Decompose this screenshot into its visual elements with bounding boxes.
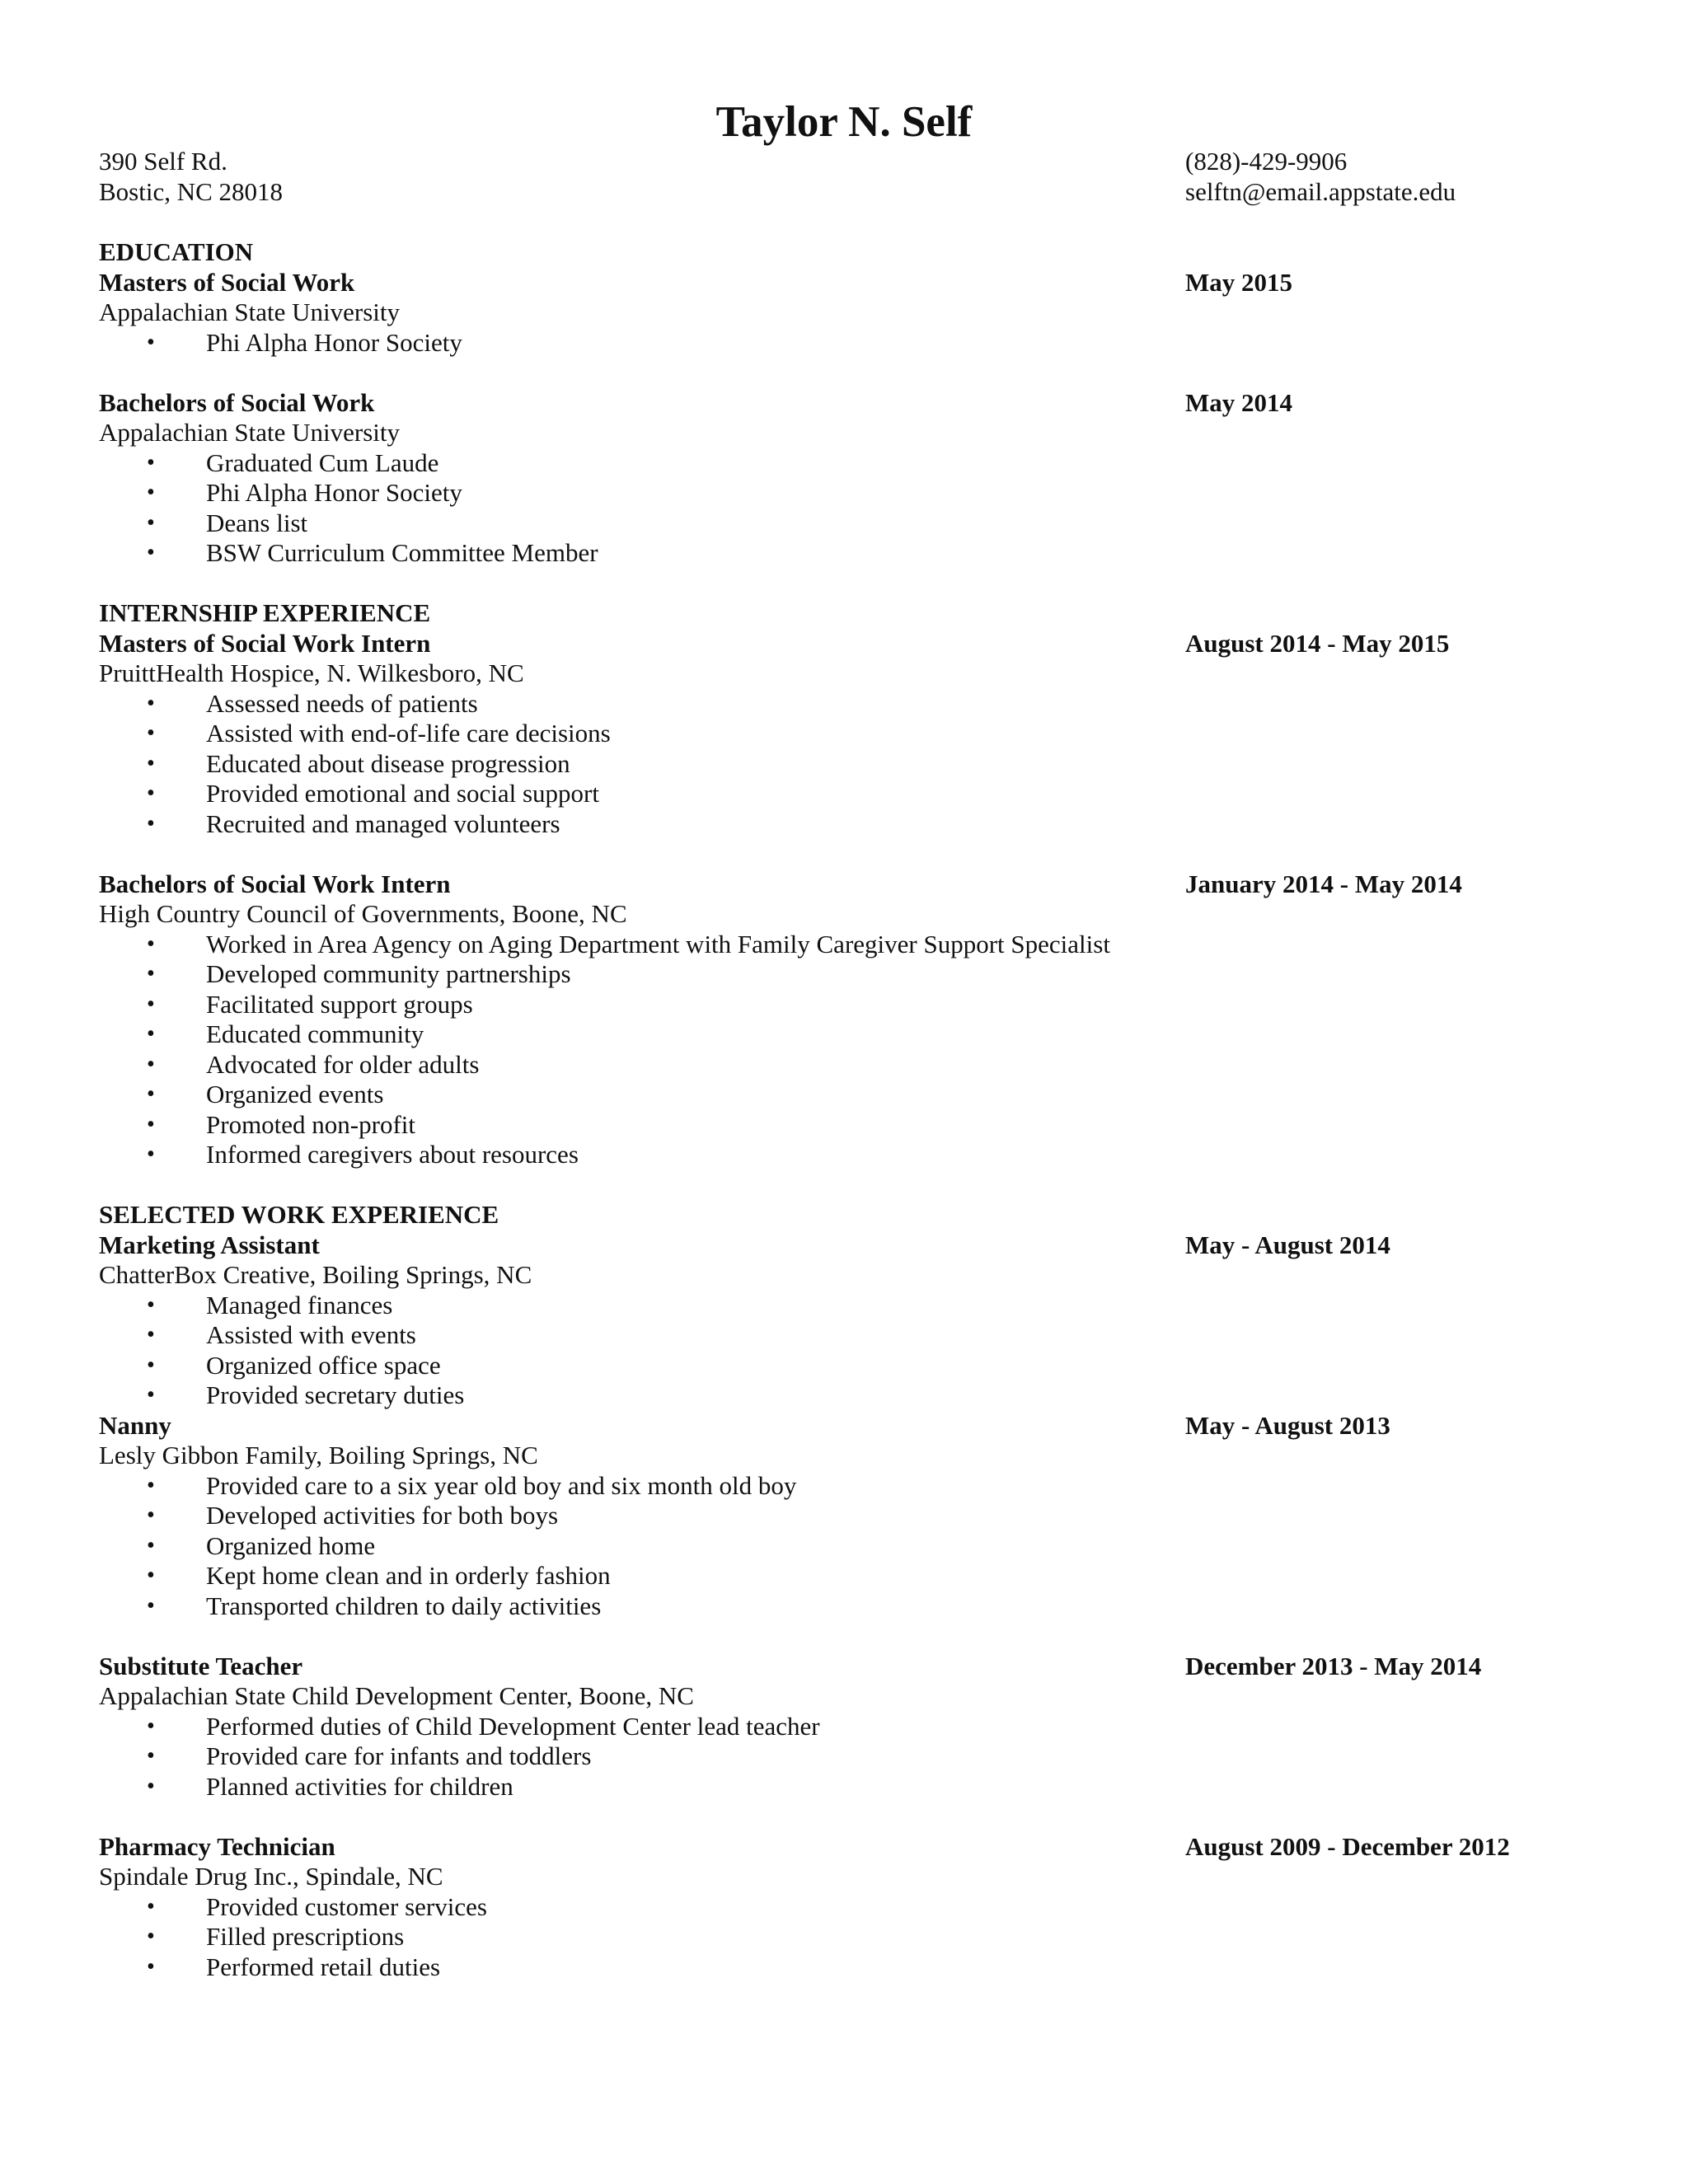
bullet-list: [99, 1291, 1607, 1411]
spacer: [99, 569, 1607, 599]
entry-org-row: [99, 1441, 1607, 1471]
bullet-text: Assessed needs of patients: [206, 688, 478, 718]
entry-title-row: [99, 869, 1607, 900]
entry-title-row: [99, 388, 1607, 419]
bullet-text: Provided secretary duties: [206, 1380, 465, 1409]
bullet-item: [99, 1712, 1607, 1742]
bullet-icon: •: [147, 1021, 155, 1047]
bullet-icon: •: [147, 1592, 155, 1619]
bullet-text: Provided care to a six year old boy and six month old boy: [206, 1470, 797, 1500]
bullet-text: Organized office space: [206, 1350, 441, 1380]
bullet-item: [99, 779, 1607, 809]
bullet-text: Provided care for infants and toddlers: [206, 1741, 592, 1770]
bullet-text: Planned activities for children: [206, 1771, 513, 1801]
contact-header: [99, 147, 1607, 207]
bullet-text: Assisted with events: [206, 1320, 416, 1349]
bullet-item: [99, 328, 1607, 359]
resume-entry: [99, 1652, 1607, 1802]
bullet-list: [99, 448, 1607, 569]
resume-entry: [99, 1230, 1607, 1411]
bullet-item: [99, 1501, 1607, 1531]
bullet-text: Phi Alpha Honor Society: [206, 478, 462, 507]
bullet-text: Recruited and managed volunteers: [206, 808, 560, 838]
bullet-icon: •: [147, 1502, 155, 1528]
section-heading-row: [99, 1200, 1607, 1230]
bullet-item: [99, 1561, 1607, 1591]
bullet-icon: •: [147, 1141, 155, 1167]
section-work: [99, 1200, 1607, 1982]
resume-entry: [99, 629, 1607, 840]
entry-org-row: [99, 1260, 1607, 1291]
bullet-icon: •: [147, 961, 155, 987]
section-heading: INTERNSHIP EXPERIENCE: [99, 598, 431, 627]
bullet-text: Provided emotional and social support: [206, 779, 599, 808]
bullet-text: Assisted with end-of-life care decisions: [206, 719, 611, 748]
bullet-icon: •: [147, 1081, 155, 1107]
entry-date: August 2009 - December 2012: [1185, 1831, 1510, 1861]
bullet-text: Managed finances: [206, 1290, 393, 1319]
bullet-text: Organized events: [206, 1080, 384, 1108]
bullet-item: [99, 1952, 1607, 1983]
resume-entry: [99, 388, 1607, 569]
bullet-item: [99, 1591, 1607, 1622]
bullet-icon: •: [147, 480, 155, 505]
bullet-item: [99, 959, 1607, 990]
entry-title: Substitute Teacher: [99, 1651, 303, 1680]
bullet-icon: •: [147, 1713, 155, 1739]
bullet-text: BSW Curriculum Committee Member: [206, 538, 598, 567]
bullet-icon: •: [147, 780, 155, 806]
entry-date: May 2014: [1185, 387, 1293, 417]
bullet-item: [99, 1110, 1607, 1141]
bullet-icon: •: [147, 1382, 155, 1408]
entry-title-row: [99, 1230, 1607, 1261]
bullet-icon: •: [147, 540, 155, 565]
bullet-item: [99, 990, 1607, 1020]
entry-org-row: [99, 658, 1607, 689]
bullet-list: [99, 1892, 1607, 1983]
bullet-item: [99, 538, 1607, 569]
entry-organization: PruittHealth Hospice, N. Wilkesboro, NC: [99, 658, 524, 687]
bullet-list: [99, 328, 1607, 359]
bullet-text: Educated about disease progression: [206, 748, 570, 778]
entry-title-row: [99, 1832, 1607, 1863]
bullet-icon: •: [147, 1532, 155, 1558]
bullet-text: Advocated for older adults: [206, 1049, 480, 1079]
bullet-icon: •: [147, 1051, 155, 1077]
bullet-item: [99, 1351, 1607, 1381]
entry-date: May - August 2014: [1185, 1230, 1390, 1259]
spacer: [99, 839, 1607, 869]
entry-title: Masters of Social Work Intern: [99, 628, 431, 658]
entry-title: Masters of Social Work: [99, 267, 355, 297]
email-address: selftn@email.appstate.edu: [1185, 176, 1456, 206]
bullet-text: Filled prescriptions: [206, 1922, 405, 1951]
bullet-icon: •: [147, 1563, 155, 1588]
entry-org-row: [99, 899, 1607, 930]
bullet-item: [99, 719, 1607, 749]
entry-org-row: [99, 1862, 1607, 1892]
bullet-list: [99, 689, 1607, 840]
resume-name: Taylor N. Self: [715, 98, 973, 146]
entry-title: Bachelors of Social Work Intern: [99, 869, 451, 898]
bullet-icon: •: [147, 720, 155, 746]
entry-organization: Spindale Drug Inc., Spindale, NC: [99, 1862, 443, 1891]
bullet-icon: •: [147, 991, 155, 1017]
entry-organization: Appalachian State University: [99, 418, 401, 447]
bullet-item: [99, 1291, 1607, 1321]
bullet-icon: •: [147, 449, 155, 476]
bullet-item: [99, 809, 1607, 840]
bullet-icon: •: [147, 810, 155, 837]
bullet-item: [99, 1922, 1607, 1952]
bullet-icon: •: [147, 329, 155, 355]
bullet-item: [99, 749, 1607, 780]
bullet-item: [99, 509, 1607, 539]
resume-entry: [99, 869, 1607, 1170]
section-education: [99, 237, 1607, 598]
address-line-1: 390 Self Rd.: [99, 147, 227, 176]
entry-title-row: [99, 629, 1607, 659]
bullet-item: [99, 1772, 1607, 1802]
entry-title-row: [99, 1652, 1607, 1682]
resume-entry: [99, 268, 1607, 359]
bullet-item: [99, 689, 1607, 719]
bullet-text: Facilitated support groups: [206, 989, 473, 1019]
entry-organization: Appalachian State University: [99, 298, 401, 326]
bullet-icon: •: [147, 509, 155, 536]
bullet-icon: •: [147, 1322, 155, 1347]
spacer: [99, 1170, 1607, 1201]
bullet-text: Provided customer services: [206, 1891, 487, 1921]
entry-title: Nanny: [99, 1410, 171, 1440]
entry-date: August 2014 - May 2015: [1185, 628, 1450, 658]
bullet-item: [99, 1471, 1607, 1502]
section-internship: [99, 598, 1607, 1200]
bullet-item: [99, 1741, 1607, 1772]
bullet-icon: •: [147, 1773, 155, 1799]
bullet-text: Phi Alpha Honor Society: [206, 327, 462, 357]
bullet-list: [99, 930, 1607, 1170]
entry-title: Bachelors of Social Work: [99, 387, 375, 417]
entry-organization: Appalachian State Child Development Center, Boone, NC: [99, 1681, 694, 1710]
bullet-text: Educated community: [206, 1019, 424, 1048]
entry-org-row: [99, 418, 1607, 448]
entry-date: May - August 2013: [1185, 1410, 1390, 1440]
entry-organization: High Country Council of Governments, Boone, NC: [99, 899, 627, 928]
bullet-icon: •: [147, 1924, 155, 1949]
section-heading: EDUCATION: [99, 237, 254, 266]
bullet-item: [99, 1320, 1607, 1351]
phone-number: (828)-429-9906: [1185, 147, 1348, 176]
entry-date: January 2014 - May 2014: [1185, 869, 1462, 898]
section-heading-row: [99, 237, 1607, 268]
spacer: [99, 1802, 1607, 1832]
bullet-icon: •: [147, 930, 155, 957]
bullet-item: [99, 1531, 1607, 1562]
resume-entry: [99, 1832, 1607, 1983]
bullet-item: [99, 1019, 1607, 1050]
bullet-icon: •: [147, 1352, 155, 1378]
bullet-text: Organized home: [206, 1530, 376, 1560]
bullet-text: Graduated Cum Laude: [206, 448, 439, 477]
bullet-text: Promoted non-profit: [206, 1109, 415, 1139]
bullet-text: Developed community partnerships: [206, 959, 571, 988]
bullet-item: [99, 1892, 1607, 1923]
bullet-item: [99, 1050, 1607, 1080]
bullet-icon: •: [147, 1472, 155, 1498]
resume-body: [99, 237, 1607, 1982]
entry-org-row: [99, 1681, 1607, 1712]
bullet-text: Developed activities for both boys: [206, 1501, 559, 1530]
bullet-item: [99, 1080, 1607, 1110]
entry-organization: Lesly Gibbon Family, Boiling Springs, NC: [99, 1441, 538, 1469]
bullet-list: [99, 1712, 1607, 1802]
bullet-text: Deans list: [206, 508, 308, 537]
bullet-item: [99, 1140, 1607, 1170]
bullet-text: Informed caregivers about resources: [206, 1140, 579, 1169]
entry-organization: ChatterBox Creative, Boiling Springs, NC: [99, 1260, 532, 1289]
bullet-item: [99, 930, 1607, 960]
bullet-text: Kept home clean and in orderly fashion: [206, 1561, 611, 1590]
entry-date: December 2013 - May 2014: [1185, 1651, 1482, 1680]
section-heading-row: [99, 598, 1607, 629]
bullet-icon: •: [147, 1893, 155, 1919]
bullet-icon: •: [147, 750, 155, 776]
bullet-text: Performed retail duties: [206, 1952, 441, 1981]
bullet-item: [99, 1380, 1607, 1411]
bullet-list: [99, 1471, 1607, 1622]
bullet-icon: •: [147, 1743, 155, 1769]
bullet-icon: •: [147, 1111, 155, 1137]
bullet-text: Worked in Area Agency on Aging Department with Family Caregiver Support Specialist: [206, 929, 1110, 958]
entry-title-row: [99, 268, 1607, 298]
entry-title-row: [99, 1411, 1607, 1441]
bullet-icon: •: [147, 1291, 155, 1318]
bullet-item: [99, 448, 1607, 479]
entry-date: May 2015: [1185, 267, 1293, 297]
bullet-icon: •: [147, 690, 155, 716]
entry-title: Pharmacy Technician: [99, 1831, 335, 1861]
entry-org-row: [99, 298, 1607, 328]
address-line-2: Bostic, NC 28018: [99, 176, 284, 206]
bullet-text: Performed duties of Child Development Center lead teacher: [206, 1711, 820, 1741]
spacer: [99, 358, 1607, 388]
spacer: [99, 1621, 1607, 1652]
section-heading: SELECTED WORK EXPERIENCE: [99, 1200, 499, 1229]
entry-title: Marketing Assistant: [99, 1230, 320, 1259]
bullet-icon: •: [147, 1953, 155, 1980]
bullet-item: [99, 478, 1607, 509]
bullet-text: Transported children to daily activities: [206, 1591, 602, 1620]
resume-entry: [99, 1411, 1607, 1622]
